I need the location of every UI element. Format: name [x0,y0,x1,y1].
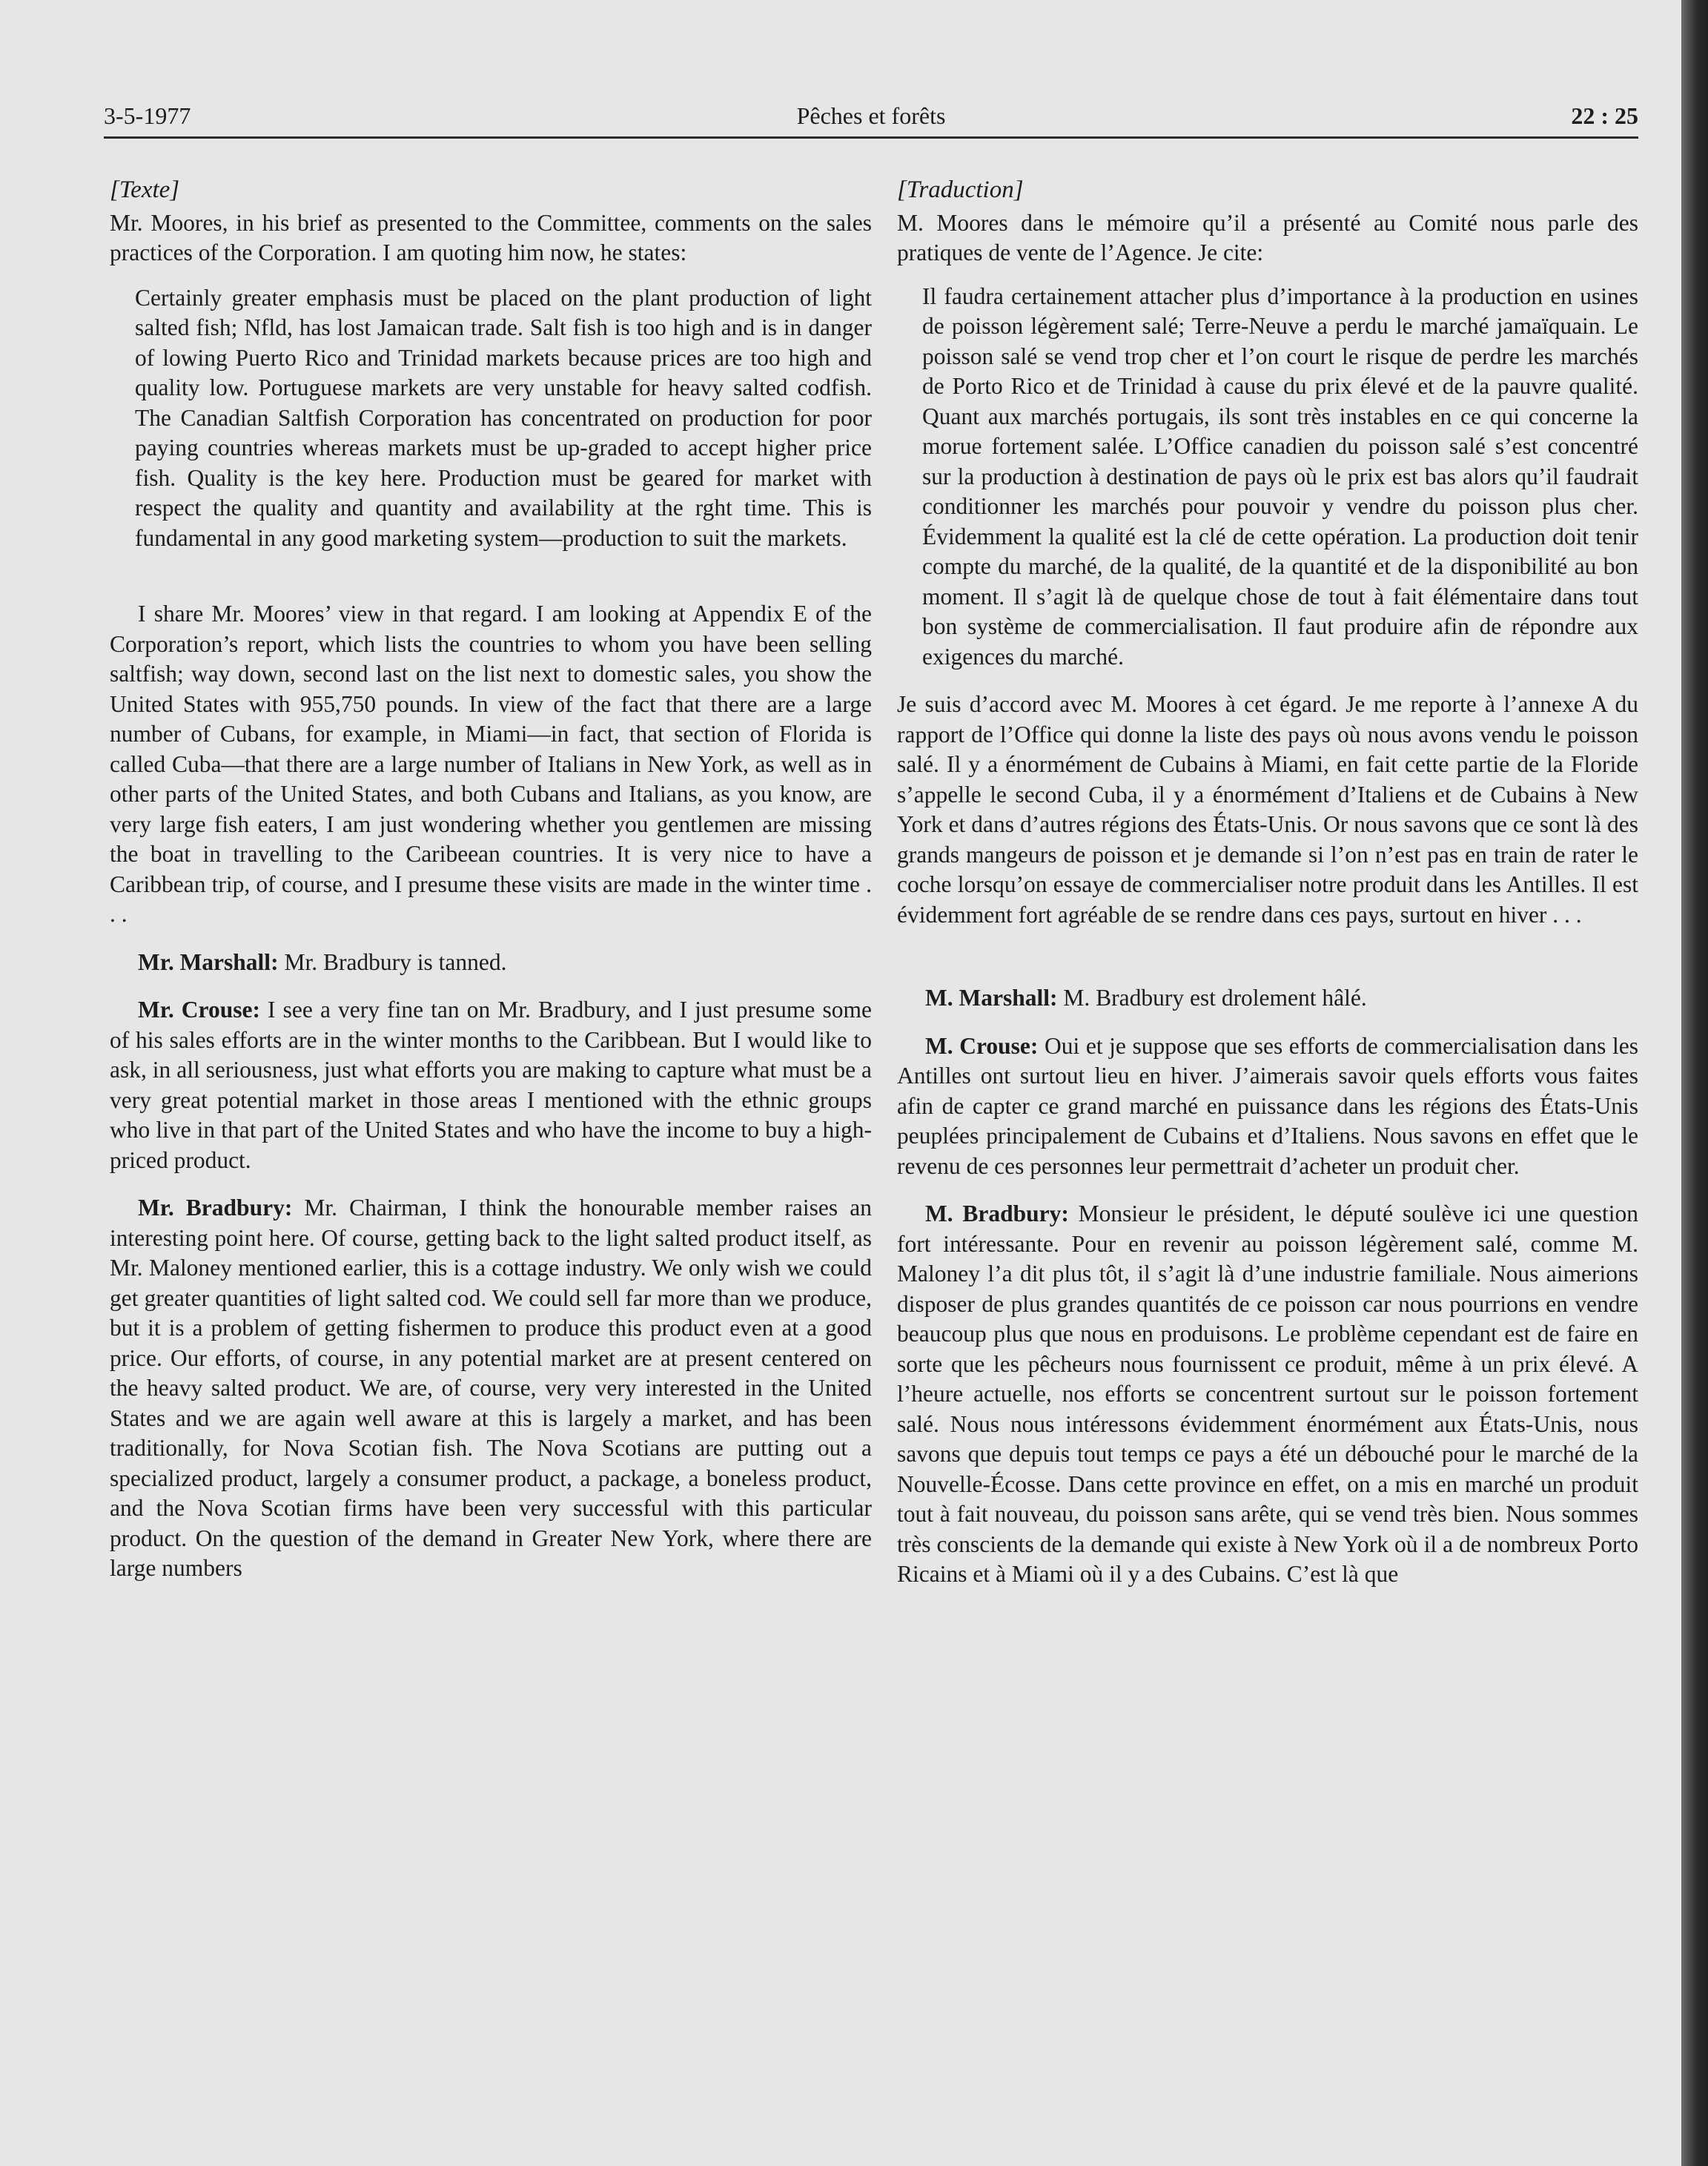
speaker-name: Mr. Marshall: [138,948,279,975]
english-column [110,175,872,1584]
speech-marshall [110,948,872,978]
french-column [897,175,1638,1590]
speech-text: Mr. Bradbury is tanned. [278,948,507,975]
header-page-number: 22 : 25 [1571,102,1638,129]
paragraph: Je suis d’accord avec M. Moores à cet égard. Je me reporte à l’annexe A du rapport de l’Office qui donne la liste des pays où nous avons vendu le poisson salé. Il y a énormément de Cubains à Miami, en fait cette partie de la Floride s’appelle le second Cuba, il y a énormément d’Italiens et de Cubains à New York et dans d’autres régions des États-Unis. Or nous savons que ce sont là des grands mangeurs de poisson et je demande si l’on n’est pas en train de rater le coche lorsqu’on essaye de commercialiser notre produit dans les Antilles. Il est évidemment fort agréable de se rendre dans ces pays, surtout en hiver . . . [897,691,1638,928]
scanner-edge [1681,0,1708,2166]
speaker-name: M. Marshall: [925,985,1058,1011]
intro-paragraph: Mr. Moores, in his brief as presented to the Committee, comments on the sales practices of the Corporation. I am quoting him now, he states: [110,209,872,265]
speech-marshall [897,983,1638,1014]
speaker-name: Mr. Crouse: [138,997,260,1023]
block-quote: Certainly greater emphasis must be placed on the plant production of light salted fish; Nfld, has lost Jamaican trade. Salt fish is too high and is in danger of lowing Puerto Rico and Trinidad markets because prices are too high and quality low. Portuguese markets are very unstable for heavy salted codfish. The Canadian Saltfish Corporation has concentrated on production for poor paying countries whereas markets must be up-graded to accept higher price fish. Quality is the key here. Production must be geared for market with respect the quality and quantity and availability at the rght time. This is fundamental in any good marketing system—production to suit the markets. [135,284,872,551]
speaker-name: M. Bradbury: [925,1201,1069,1226]
intro-paragraph: M. Moores dans le mémoire qu’il a présenté au Comité nous parle des pratiques de vente de l’Agence. Je cite: [897,209,1638,265]
speaker-name: M. Crouse: [925,1032,1039,1059]
speaker-name: Mr. Bradbury: [138,1195,293,1221]
speech-text: Monsieur le président, le député soulève ici une question fort intéressante. Pour en revenir au poisson légèrement salé, comme M. Maloney l’a dit plus tôt, il s’agit là d’une industrie familiale. Nous aimerions disposer de plus grandes quantités de ce poisson car nous pourrions en vendre beaucoup plus que nous en produisons. Le problème cependant est de faire en sorte que les pêcheurs nous fournissent ce produit, même à un prix élevé. A l’heure actuelle, nos efforts se concentrent surtout sur le poisson fortement salé. Nous nous intéressons évidemment énormément aux États-Unis, nous savons que depuis tout temps ce pays a été un débouché pour le marché de la Nouvelle-Écosse. Dans cette province en effet, on a mis en marché un produit tout à fait nouveau, du poisson sans arête, qui se vend très bien. Nous sommes très conscients de la demande qui existe à New York où il a de nombreux Porto Ricains et à Miami où il y a des Cubains. C’est là que [897,1201,1638,1587]
running-header [104,95,1638,139]
paragraph: I share Mr. Moores’ view in that regard. I am looking at Appendix E of the Corporation’s report, which lists the countries to whom you have been selling saltfish; way down, second last on the list next to domestic sales, you show the United States with 955,750 pounds. In view of the fact that there are a large number of Cubans, for example, in Miami—in fact, that section of Florida is called Cuba—that there are a large number of Italians in New York, as well as in other parts of the United States, and both Cubans and Italians, as you know, are very large fish eaters, I am just wondering whether you gentlemen are missing the boat in travelling to the Caribeean countries. It is very nice to have a Caribbean trip, of course, and I presume these visits are made in the winter time . . . [110,601,872,927]
speech-text: I see a very fine tan on Mr. Bradbury, and I just presume some of his sales efforts are in the winter months to the Caribbean. But I would like to ask, in all seriousness, just what efforts you are making to capture what must be a very great potential market in those areas I mentioned with the ethnic groups who live in that part of the United States and who have the income to buy a high-priced product. [110,997,872,1173]
speech-crouse [110,995,872,1175]
header-title: Pêches et forêts [796,102,946,129]
speech-text: Mr. Chairman, I think the honourable member raises an interesting point here. Of course, getting back to the light salted product itself, as Mr. Maloney mentioned earlier, this is a cottage industry. We only wish we could get greater quantities of light salted cod. We could sell far more than we produce, but it is a problem of getting fishermen to produce this product even at a good price. Our efforts, of course, in any potential market are at present centered on the heavy salted product. We are, of course, very very interested in the United States and we are again well aware at this is largely a market, and has been traditionally, for Nova Scotian fish. The Nova Scotians are putting out a specialized product, largely a consumer product, a package, a boneless product, and the Nova Scotian firms have been very successful with this particular product. On the question of the demand in Greater New York, where there are large numbers [110,1195,872,1581]
speech-bradbury [897,1199,1638,1590]
speech-bradbury [110,1193,872,1584]
header-date: 3-5-1977 [104,102,191,129]
speech-text: M. Bradbury est drolement hâlé. [1057,985,1367,1011]
column-label: [Traduction] [897,176,1024,203]
column-label: [Texte] [110,176,180,203]
speech-text: Oui et je suppose que ses efforts de commercialisation dans les Antilles ont surtout lieu en hiver. J’aimerais savoir quels efforts vous faites afin de capter ce grand marché en puissance dans les régions des États-Unis peuplées principalement de Cubains et d’Italiens. Nous savons en effet que le revenu de ces personnes leur permettrait d’acheter un produit cher. [897,1032,1638,1179]
block-quote: Il faudra certainement attacher plus d’importance à la production en usines de poisson légèrement salé; Terre-Neuve a perdu le marché jamaïquain. Le poisson salé se vend trop cher et l’on court le risque de perdre les marchés de Porto Rico et de Trinidad à cause du prix élevé et de la pauvre qualité. Quant aux marchés portugais, ils sont très instables en ce qui concerne la morue fortement salée. L’Office canadien du poisson salé s’est concentré sur la production à destination de pays où le prix est bas alors qu’il faudrait conditionner les marchés pour pouvoir y vendre du poisson plus cher. Évidemment la qualité est la clé de cette opération. La production doit tenir compte du marché, de la qualité, de la quantité et de la disponibilité au bon moment. Il s’agit là de quelque chose de tout à fait élémentaire dans tout bon système de commercialisation. Il faut produire afin de répondre aux exigences du marché. [922,283,1638,670]
speech-crouse [897,1031,1638,1182]
